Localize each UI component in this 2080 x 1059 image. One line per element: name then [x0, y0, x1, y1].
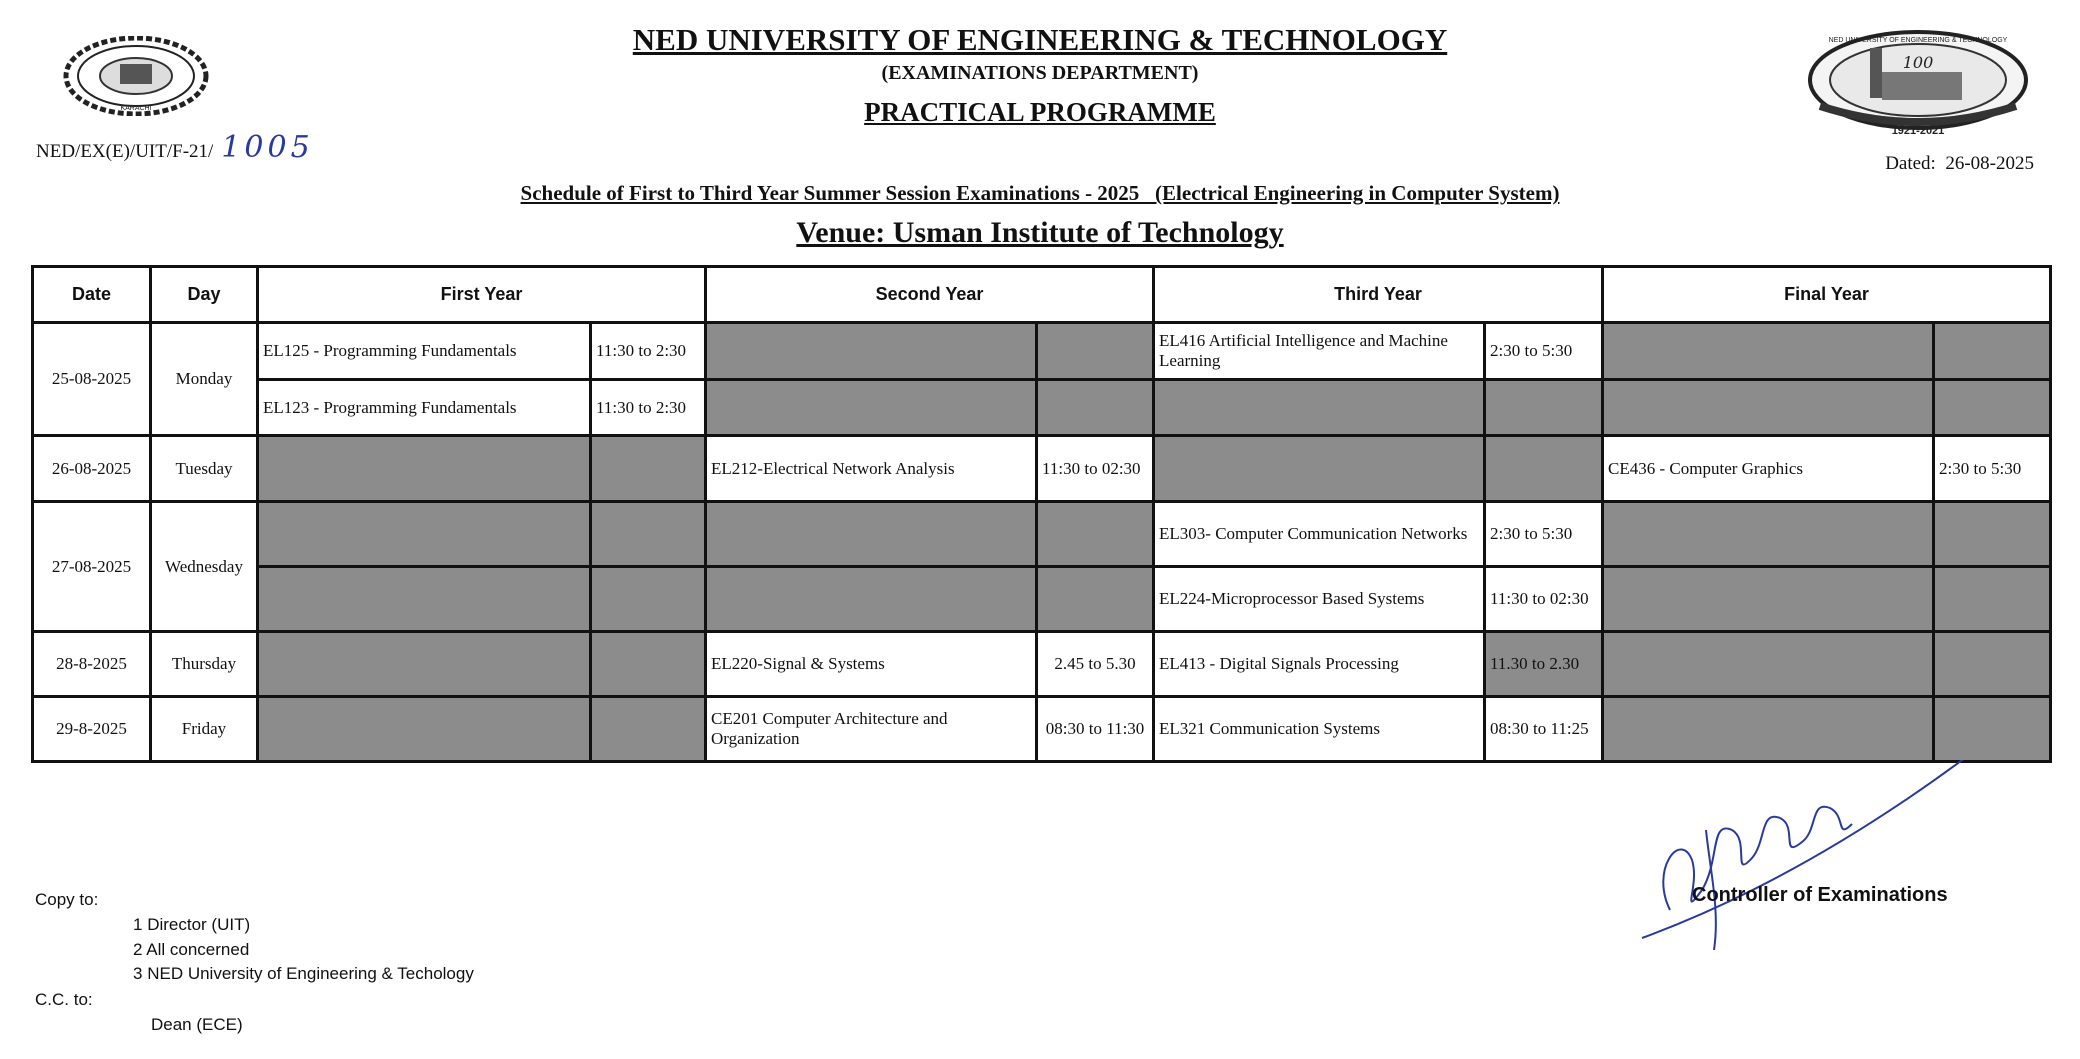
empty-cell: [258, 436, 591, 502]
time-cell: 11.30 to 2.30: [1485, 632, 1603, 697]
time-cell: 2:30 to 5:30: [1485, 323, 1603, 380]
schedule-title: Schedule of First to Third Year Summer Session Examinations - 2025 (Electrical Engineering in Computer System): [520, 181, 1560, 205]
header-first-year: First Year: [258, 267, 706, 323]
course-cell: EL123 - Programming Fundamentals: [258, 380, 591, 436]
empty-cell: [1934, 380, 2051, 436]
copy-item: [133, 940, 249, 960]
controller-of-examinations: Controller of Examinations: [1692, 884, 1948, 906]
venue-title: Venue: Usman Institute of Technology: [796, 216, 1284, 249]
copy-item: [133, 964, 474, 984]
header-day: Day: [151, 267, 258, 323]
svg-text:NED UNIVERSITY OF ENGINEERING: NED UNIVERSITY OF ENGINEERING & TECHNOLOGY: [1828, 37, 2008, 44]
empty-cell: [1603, 323, 1934, 380]
copy-item-text: Director (UIT): [147, 915, 251, 934]
empty-cell: [1037, 567, 1154, 632]
course-cell: EL413 - Digital Signals Processing: [1154, 632, 1485, 697]
cc-item: Dean (ECE): [151, 1015, 243, 1034]
empty-cell: [1934, 323, 2051, 380]
table-row: [33, 380, 2051, 436]
exam-schedule-table: [31, 265, 2052, 763]
table-row: [33, 567, 2051, 632]
empty-cell: [1603, 567, 1934, 632]
table-row: [33, 632, 2051, 697]
time-cell: 11:30 to 02:30: [1037, 436, 1154, 502]
empty-cell: [591, 502, 706, 567]
time-cell: 11:30 to 2:30: [591, 380, 706, 436]
header-final-year: Final Year: [1603, 267, 2051, 323]
date-cell: 28-8-2025: [33, 632, 151, 697]
svg-text:KARACHI: KARACHI: [120, 105, 152, 112]
date-cell: 26-08-2025: [33, 436, 151, 502]
empty-cell: [1603, 502, 1934, 567]
copy-to-label: Copy to:: [35, 890, 99, 909]
reference-text: NED/EX(E)/UIT/F-21/: [36, 141, 214, 162]
table-row: [33, 323, 2051, 380]
course-cell: EL303- Computer Communication Networks: [1154, 502, 1485, 567]
table-header-row: [33, 267, 2051, 323]
course-cell: CE436 - Computer Graphics: [1603, 436, 1934, 502]
copy-item-number: 3: [133, 964, 143, 983]
signature: [1640, 760, 1970, 950]
day-cell: Wednesday: [151, 502, 258, 632]
university-title: NED UNIVERSITY OF ENGINEERING & TECHNOLOGY: [632, 22, 1448, 57]
empty-cell: [591, 436, 706, 502]
empty-cell: [1037, 380, 1154, 436]
date-cell: 27-08-2025: [33, 502, 151, 632]
day-cell: Friday: [151, 697, 258, 762]
empty-cell: [1934, 502, 2051, 567]
empty-cell: [1485, 380, 1603, 436]
empty-cell: [258, 502, 591, 567]
day-cell: Monday: [151, 323, 258, 436]
course-cell: CE201 Computer Architecture and Organization: [706, 697, 1037, 762]
course-cell: EL321 Communication Systems: [1154, 697, 1485, 762]
empty-cell: [258, 632, 591, 697]
empty-cell: [1485, 436, 1603, 502]
time-cell: 2:30 to 5:30: [1485, 502, 1603, 567]
time-cell: 08:30 to 11:30: [1037, 697, 1154, 762]
copy-item: [133, 915, 250, 935]
cc-to-label: C.C. to:: [35, 990, 93, 1009]
course-cell: EL220-Signal & Systems: [706, 632, 1037, 697]
course-cell: EL224-Microprocessor Based Systems: [1154, 567, 1485, 632]
date-cell: 29-8-2025: [33, 697, 151, 762]
empty-cell: [706, 380, 1037, 436]
course-cell: EL416 Artificial Intelligence and Machine Learning: [1154, 323, 1485, 380]
empty-cell: [258, 567, 591, 632]
date-line: [1885, 153, 2034, 175]
empty-cell: [1154, 380, 1485, 436]
empty-cell: [1603, 380, 1934, 436]
empty-cell: [258, 697, 591, 762]
copy-item-text: NED University of Engineering & Techology: [147, 964, 474, 983]
course-cell: EL212-Electrical Network Analysis: [706, 436, 1037, 502]
programme-title: PRACTICAL PROGRAMME: [864, 97, 1216, 127]
svg-text:1921-2021: 1921-2021: [1891, 125, 1945, 137]
time-cell: 2:30 to 5:30: [1934, 436, 2051, 502]
empty-cell: [706, 502, 1037, 567]
empty-cell: [591, 632, 706, 697]
empty-cell: [591, 697, 706, 762]
empty-cell: [1154, 436, 1485, 502]
time-cell: 2.45 to 5.30: [1037, 632, 1154, 697]
empty-cell: [1934, 632, 2051, 697]
reference-number: [36, 130, 314, 165]
day-cell: Tuesday: [151, 436, 258, 502]
empty-cell: [1934, 697, 2051, 762]
dated-label: Dated:: [1885, 153, 1936, 174]
handwritten-reference: 1005: [221, 130, 314, 165]
copy-item-number: 2: [133, 940, 143, 959]
table-row: [33, 436, 2051, 502]
department-subtitle: (EXAMINATIONS DEPARTMENT): [881, 62, 1199, 84]
empty-cell: [1934, 567, 2051, 632]
date-cell: 25-08-2025: [33, 323, 151, 436]
empty-cell: [1037, 323, 1154, 380]
svg-text:100: 100: [1902, 53, 1934, 72]
table-row: [33, 697, 2051, 762]
empty-cell: [591, 567, 706, 632]
empty-cell: [706, 567, 1037, 632]
time-cell: 11:30 to 02:30: [1485, 567, 1603, 632]
time-cell: 08:30 to 11:25: [1485, 697, 1603, 762]
dated-value: 26-08-2025: [1945, 153, 2034, 174]
header-third-year: Third Year: [1154, 267, 1603, 323]
header-date: Date: [33, 267, 151, 323]
copy-item-text: All concerned: [146, 940, 250, 959]
header-second-year: Second Year: [706, 267, 1154, 323]
table-row: [33, 502, 2051, 567]
copy-item-number: 1: [133, 915, 143, 934]
empty-cell: [706, 323, 1037, 380]
course-cell: EL125 - Programming Fundamentals: [258, 323, 591, 380]
empty-cell: [1603, 632, 1934, 697]
empty-cell: [1037, 502, 1154, 567]
time-cell: 11:30 to 2:30: [591, 323, 706, 380]
day-cell: Thursday: [151, 632, 258, 697]
empty-cell: [1603, 697, 1934, 762]
